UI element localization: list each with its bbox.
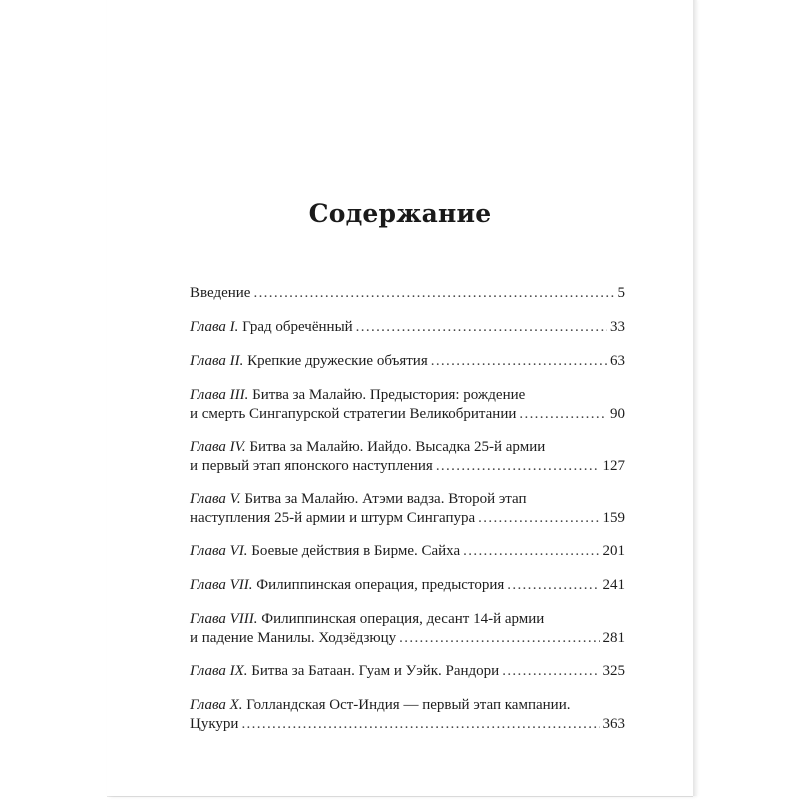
dot-leader xyxy=(356,318,607,337)
page-edge xyxy=(693,0,697,796)
page-number: 90 xyxy=(610,406,625,422)
toc-entry-line xyxy=(190,490,625,509)
page-number: 201 xyxy=(602,543,625,559)
chapter-label: Глава VIII. xyxy=(190,611,258,627)
page-number: 63 xyxy=(610,353,625,369)
entry-title-text: Филиппинская операция, предыстория xyxy=(256,577,505,593)
toc-entry[interactable] xyxy=(190,490,625,528)
page-number: 127 xyxy=(602,458,625,474)
table-of-contents xyxy=(190,284,625,748)
page-number: 159 xyxy=(602,510,625,526)
toc-entry[interactable] xyxy=(190,438,625,476)
entry-title-text: и падение Манилы. Ходзёдзюцу xyxy=(190,630,397,646)
dot-leader xyxy=(431,352,607,371)
chapter-label: Глава IV. xyxy=(190,439,246,455)
entry-title-text: Битва за Малайю. Иайдо. Высадка 25-й армии xyxy=(249,439,546,455)
entry-title-text: Голландская Ост-Индия — первый этап кампании. xyxy=(246,697,571,713)
dot-leader xyxy=(519,405,607,424)
toc-entry[interactable] xyxy=(190,352,625,371)
entry-title-text: и смерть Сингапурской стратегии Великобритании xyxy=(190,406,517,422)
entry-title-text: наступления 25-й армии и штурм Сингапура xyxy=(190,510,476,526)
entry-title-text: Град обречённый xyxy=(242,319,353,335)
toc-entry[interactable] xyxy=(190,284,625,303)
toc-entry-line xyxy=(190,715,625,734)
toc-entry[interactable] xyxy=(190,576,625,595)
toc-entry-line xyxy=(190,696,625,715)
chapter-label: Глава VII. xyxy=(190,577,253,593)
toc-entry-line xyxy=(190,610,625,629)
dot-leader xyxy=(399,629,599,648)
toc-entry[interactable] xyxy=(190,318,625,337)
chapter-label: Глава IX. xyxy=(190,663,248,679)
entry-title-text: Битва за Малайю. Атэми вадза. Второй этап xyxy=(244,491,527,507)
toc-entry-line xyxy=(190,509,625,528)
page-number: 281 xyxy=(602,630,625,646)
toc-entry-line xyxy=(190,386,625,405)
entry-title-text: Введение xyxy=(190,285,251,301)
toc-entry-line xyxy=(190,352,625,371)
page-number: 325 xyxy=(602,663,625,679)
dot-leader xyxy=(436,457,600,476)
chapter-label: Глава VI. xyxy=(190,543,248,559)
toc-entry-line xyxy=(190,284,625,303)
chapter-label: Глава III. xyxy=(190,387,249,403)
page-number: 5 xyxy=(617,285,625,301)
entry-title-text: и первый этап японского наступления xyxy=(190,458,433,474)
toc-entry-line xyxy=(190,629,625,648)
toc-entry[interactable] xyxy=(190,696,625,734)
dot-leader xyxy=(241,715,599,734)
toc-entry-line xyxy=(190,662,625,681)
toc-entry-line xyxy=(190,405,625,424)
entry-title-text: Крепкие дружеские объятия xyxy=(247,353,428,369)
chapter-label: Глава V. xyxy=(190,491,241,507)
toc-entry-line xyxy=(190,542,625,561)
dot-leader xyxy=(502,662,599,681)
entry-title-text: Боевые действия в Бирме. Сайха xyxy=(251,543,461,559)
dot-leader xyxy=(463,542,599,561)
toc-entry[interactable] xyxy=(190,662,625,681)
toc-entry[interactable] xyxy=(190,542,625,561)
toc-entry-line xyxy=(190,457,625,476)
toc-entry[interactable] xyxy=(190,386,625,424)
chapter-label: Глава X. xyxy=(190,697,243,713)
chapter-label: Глава II. xyxy=(190,353,244,369)
entry-title-text: Битва за Малайю. Предыстория: рождение xyxy=(252,387,526,403)
toc-entry-line xyxy=(190,576,625,595)
toc-entry[interactable] xyxy=(190,610,625,648)
page-number: 33 xyxy=(610,319,625,335)
page-number: 241 xyxy=(602,577,625,593)
dot-leader xyxy=(507,576,599,595)
entry-title-text: Цукури xyxy=(190,716,239,732)
entry-title-text: Битва за Батаан. Гуам и Уэйк. Рандори xyxy=(251,663,500,679)
dot-leader xyxy=(478,509,599,528)
page-title: Содержание xyxy=(308,199,492,228)
chapter-label: Глава I. xyxy=(190,319,239,335)
entry-title-text: Филиппинская операция, десант 14-й армии xyxy=(261,611,545,627)
page-number: 363 xyxy=(602,716,625,732)
toc-entry-line xyxy=(190,438,625,457)
dot-leader xyxy=(253,284,614,303)
toc-entry-line xyxy=(190,318,625,337)
